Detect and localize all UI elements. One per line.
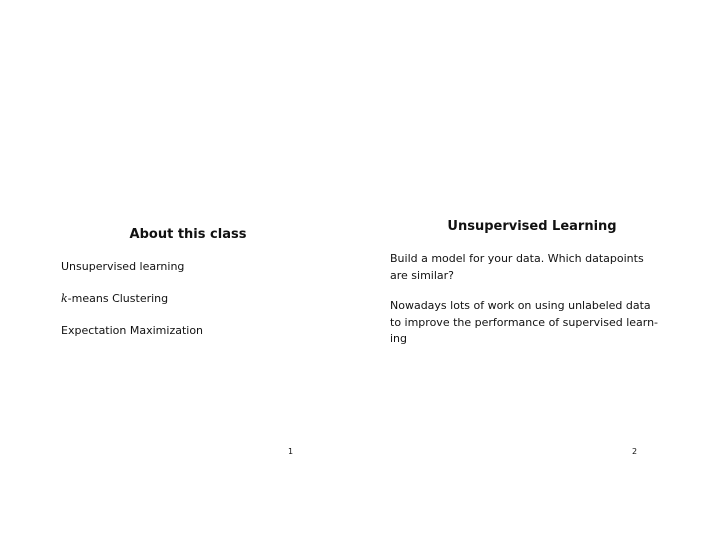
list-item-unsupervised-learning: Unsupervised learning [61,260,185,273]
list-item-expectation-maximization: Expectation Maximization [61,324,204,337]
paragraph-line: Nowadays lots of work on using unlabeled data [390,299,651,312]
paragraph-unlabeled-data [390,298,670,348]
kmeans-label: -means Clustering [67,292,169,305]
k-symbol: k [61,292,68,305]
page-number: 1 [288,447,294,456]
paragraph-line: ing [390,332,408,345]
paragraph-line: are similar? [390,268,455,282]
paragraph-build-model [390,251,670,284]
slide-title: Unsupervised Learning [447,219,617,234]
paragraph-line: to improve the performance of supervised learn- [390,315,659,329]
slide-unsupervised-learning [360,0,720,557]
list-item-kmeans-clustering [61,291,168,307]
paragraph-line: Build a model for your data. Which datapoints [390,252,644,265]
page-number: 2 [632,447,638,456]
slide-title: About this class [129,227,247,242]
